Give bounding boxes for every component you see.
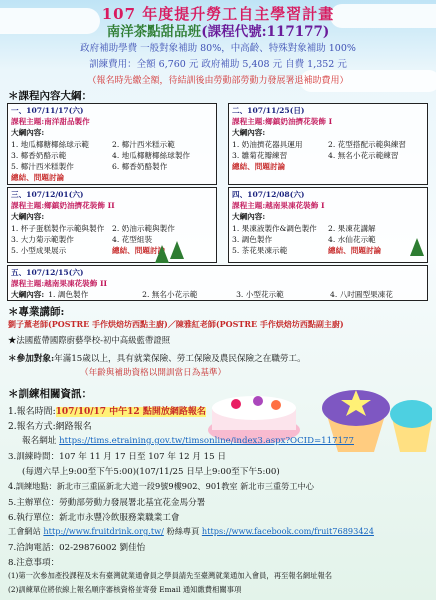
session-date: 五、107/12/15(六) (11, 268, 84, 277)
session-item: 4. 八吋圓型果凍花 (330, 290, 393, 300)
session-outline-label: 大綱內容: (232, 212, 266, 222)
reg-time-label: 1.報名時間: (8, 407, 56, 417)
session-footer: 總結、問題討論 (232, 162, 286, 172)
session-item: 1. 杯子蛋糕製作示範與製作 (11, 223, 105, 233)
reg-method: 2.報名方式:網路報名 (8, 422, 92, 432)
session-item: 1. 果凍液製作&調色製作 (232, 223, 317, 233)
session-item: 1. 地瓜椰糖椰絲球示範 (11, 139, 90, 149)
session-theme: 課程主題:越南果凍花裝飾 II (11, 279, 108, 289)
session-item: 3. 小型花示範 (236, 290, 284, 300)
instructor-names: 劉子薰老師(POSTRE 手作烘焙坊西點主廚)／陳雅紅老師(POSTRE 手作烘焙坊西點副主廚) (8, 319, 344, 329)
reg-time-line (8, 404, 206, 417)
audience-heading: ＊參加對象: (8, 354, 55, 364)
union-web-link[interactable]: http://www.fruitdrink.org.tw/ (43, 526, 164, 536)
session-item: 2. 果凍花講解 (328, 223, 376, 233)
page-title: 107 年度提升勞工自主學習計畫 (101, 5, 335, 23)
session-item: 3. 大力菊示範製作 (11, 234, 74, 244)
session-item: 4. 無名小花示範練習 (328, 150, 399, 160)
fanpage-label: 粉絲專頁 (166, 526, 200, 536)
organizer: 5.主辦單位：勞動部勞動力發展署北基宜花金馬分署 (8, 498, 206, 508)
session-theme: 課程主題:越南果凍花裝飾 I (232, 201, 325, 211)
session-item: 1. 調色製作 (48, 290, 89, 300)
course-code: (課程代號:117177) (201, 24, 330, 40)
course-title (0, 20, 436, 40)
instructor-heading: ＊專業講師: (8, 306, 65, 318)
session-item: 3. 椰香奶酪示範 (11, 150, 67, 160)
outline-heading: ＊課程內容大綱： (8, 90, 92, 102)
session-item: 2. 奶油示範與製作 (112, 223, 175, 233)
session-item: 4. 地瓜椰糖椰絲球製作 (112, 150, 191, 160)
session-theme: 課程主題:鄉鎮奶油擠花裝飾 II (11, 201, 115, 211)
session-footer: 總結、問題討論 (11, 173, 65, 183)
session-item: 5. 椰汁西米糕製作 (11, 162, 74, 172)
reg-time-value: 107/10/17 中午12 點開放網路報名 (55, 407, 206, 417)
session-outline-label: 大綱內容: (11, 128, 45, 138)
union-web-label: 工會網站 (8, 526, 41, 536)
training-location: 4.訓練地點：新北市三重區新北大道一段9號9樓902、901教室 新北市三重勞工中心 (8, 481, 314, 491)
session-item: 4. 水仙花示範 (328, 234, 376, 244)
audience-text: 年滿15歲以上，具有就業保險、勞工保險及農民保險之在職勞工。 (54, 354, 306, 364)
session-theme: 課程主題:鄉鎮奶油擠花裝飾 I (232, 117, 333, 127)
session-item: 4. 花型組裝 (112, 234, 153, 244)
session-date: 一、107/11/17(六) (11, 106, 84, 115)
session-item: 5. 茶花果凍示範 (232, 246, 288, 256)
session-item: 2. 椰汁西米糕示範 (112, 139, 175, 149)
session-box-5 (7, 265, 428, 301)
reg-url-line (22, 434, 354, 446)
note-1: (1)第一次參加產投課程及未有臺灣就業通會員之學員請先至臺灣就業通加入會員，再至報名網址報名 (8, 571, 333, 580)
training-time: 3.訓練時間：107 年 11 月 17 日至 107 年 12 月 15 日 (8, 452, 226, 462)
notes-heading: 8.注意事項： (8, 558, 60, 568)
session-date: 二、107/11/25(日) (232, 106, 305, 115)
reg-url-label: 報名網址 (22, 436, 57, 446)
session-theme: 課程主題:南洋甜品製作 (11, 117, 90, 127)
session-item: 1. 奶油擠花器具運用 (232, 139, 303, 149)
tree-icon (170, 241, 184, 259)
tree-icon (155, 245, 169, 263)
session-outline-label: 大綱內容: (232, 128, 266, 138)
info-heading: ＊訓練相關資訊： (8, 388, 92, 400)
refund-note: （報名時先繳全額，待結訓後由勞動部勞動力發展署退補助費用） (87, 76, 349, 86)
audience-line (8, 352, 306, 364)
executor: 6.執行單位：新北市永豐冷飲服務業職業工會 (8, 513, 180, 523)
session-item: 3. 調色製作 (232, 234, 273, 244)
note-2: (2)訓練單位將依線上報名順序審核資格並寄發 Email 通知繳費相關事項 (8, 585, 242, 594)
fanpage-link[interactable]: https://www.facebook.com/fruit76893424 (201, 526, 374, 536)
tree-icon (410, 238, 424, 256)
instructor-cert: ★法國藍帶國際廚藝學校-初中高級藍帶證照 (8, 335, 170, 345)
session-footer: 總結、問題討論 (328, 246, 382, 256)
session-date: 三、107/12/01(六) (11, 190, 84, 199)
subsidy-line: 政府補助學費 一般對象補助 80%，中高齡、特殊對象補助 100% (80, 43, 356, 54)
links-line (8, 526, 374, 537)
contact-phone: 7.洽詢電話：02-29876002 劉佳怡 (8, 543, 146, 553)
session-outline-label: 大綱內容: (11, 290, 45, 300)
reg-url-link[interactable]: https://tims.etraining.gov.tw/timsonline/index3.aspx?OCID=117177 (59, 436, 354, 446)
session-footer: 總結、問題討論 (112, 246, 166, 256)
session-item: 2. 無名小花示範 (142, 290, 198, 300)
session-box-4 (228, 187, 428, 263)
session-box-1 (7, 103, 217, 185)
training-time-detail: (每週六早上9:00至下午5:00)(107/11/25 日早上9:00至下午5:00) (22, 467, 280, 477)
audience-note: （年齡與補助資格以開訓當日為基準） (80, 368, 227, 378)
session-box-2 (228, 103, 428, 185)
session-date: 四、107/12/08(六) (232, 190, 305, 199)
session-item: 6. 椰香奶酪製作 (112, 162, 168, 172)
session-item: 2. 花型搭配示範與練習 (328, 139, 407, 149)
fee-line: 訓練費用：全額 6,760 元 政府補助 5,408 元 自費 1,352 元 (89, 59, 347, 70)
session-item: 5. 小型成果展示 (11, 246, 67, 256)
session-item: 3. 雛菊花瓣練習 (232, 150, 288, 160)
session-box-3 (7, 187, 217, 263)
course-name: 南洋茶點甜品班 (106, 24, 202, 40)
session-outline-label: 大綱內容: (11, 212, 45, 222)
